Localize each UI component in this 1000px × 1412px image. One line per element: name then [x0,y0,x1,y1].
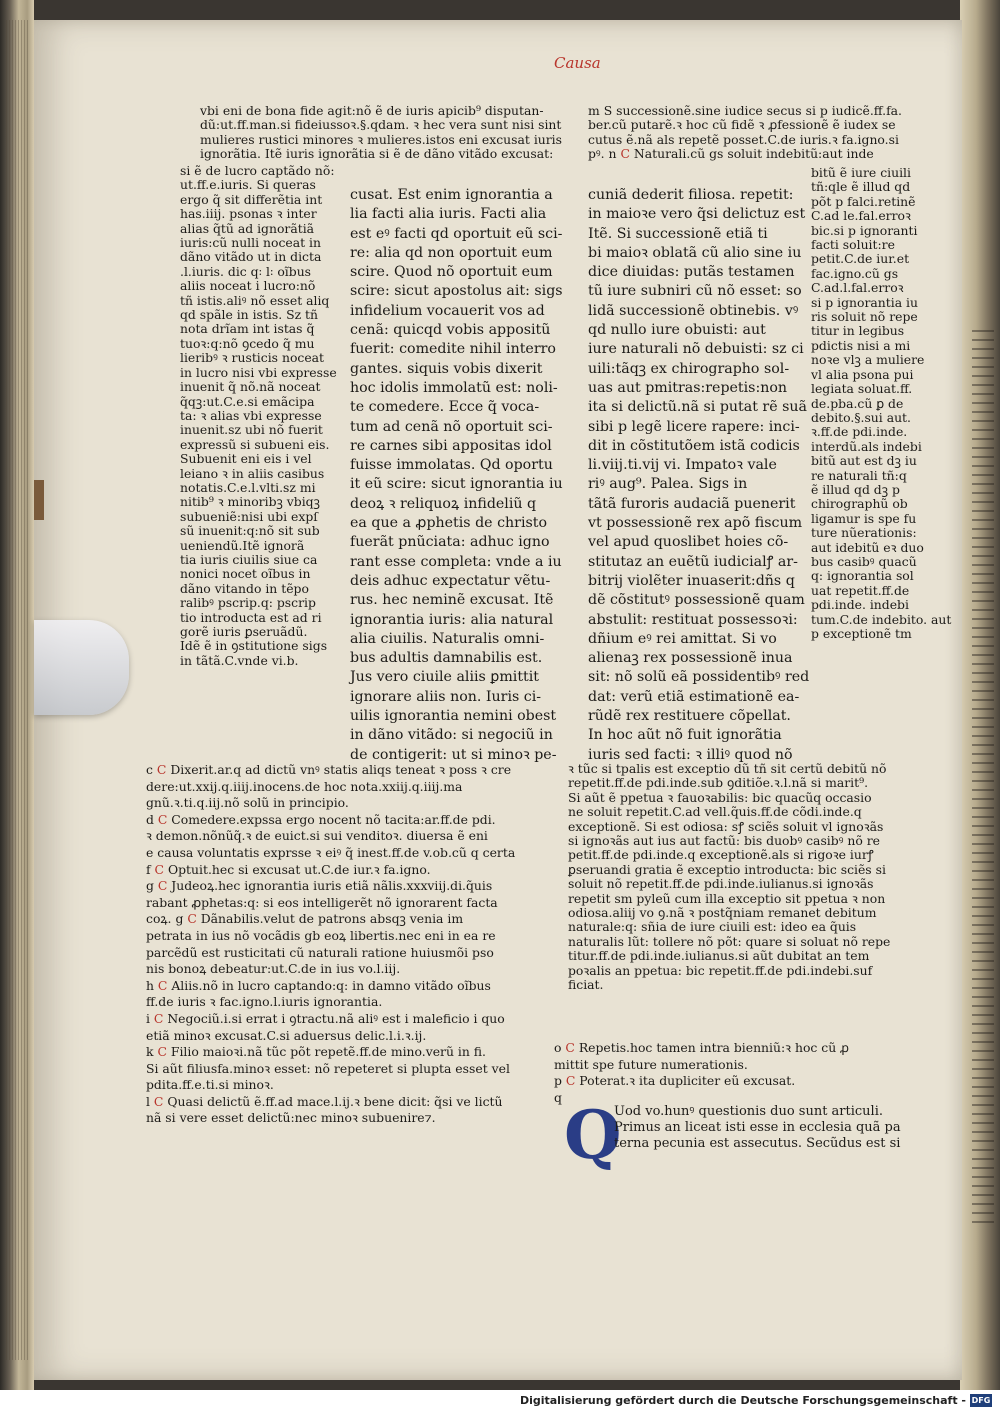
note-line: nã si vere esset delictũ:nec minoꝛ subuenire⁊. [146,1110,436,1126]
gloss-line: fac.igno.cũ gs [811,265,899,281]
paragraph-mark-icon: C [565,1073,576,1089]
note-line: q [554,1089,562,1105]
main-text-column-2 [588,186,810,765]
note-line: k C Filio maioꝛi.nã tũc põt repetẽ.ff.de mino.verũ in fi. [146,1044,486,1060]
text-line: alia ciuilis. Naturalis omni- [350,630,545,647]
footer-bar [0,1390,1000,1412]
gloss-line: inuenit.sz ubi nõ fuerit [180,422,323,438]
gloss-line: de.pba.cũ ꝑ de [811,395,904,411]
manuscript-page [34,20,962,1380]
gloss-line: subueniẽ:nisi ubi expſ [180,508,318,524]
gloss-line: poꝛalis an ppetua: bic repetit.ff.de pdi.indebi.suf [568,962,873,978]
paragraph-mark-icon: C [154,861,165,877]
page-edges [6,20,30,1360]
text-line: cuniã dederit filiosa. repetit: [588,187,794,203]
note-line: c C Dixerit.ar.q ad dictũ vnꝰ statis aliqs teneat ꝛ poss ꝛ cre [146,762,512,777]
gloss-line: vbi eni de bona fide agit:nõ ẽ de iuris apicib⁹ disputan- [200,103,544,118]
gloss-line: ergo q̃ sit differẽtia int [180,191,323,207]
gloss-line: inuenit q̃ nõ.nã noceat [180,379,321,395]
text-line: ea que a ꝓphetis de christo [350,515,548,532]
note-line: d C Comedere.expssa ergo nocent nõ tacita:ar.ff.de pdi. [146,811,496,827]
gloss-top [200,104,580,162]
gloss-line: tñ:qle ẽ illud qd [811,179,911,195]
gloss-line: ut.ff.e.iuris. Si queras [180,177,316,193]
gloss-line: exceptionẽ. Si est odiosa: sꝭ sciẽs soluit vl ignoꝛãs [568,818,884,834]
gloss-line: has.iiij. psonas ꝛ inter [180,206,317,222]
text-line: bi maioꝛ oblatã cũ alio sine iu [588,244,802,261]
gloss-line: q̃qꝫ:ut.C.e.si emãcipa [180,393,315,409]
note-line: gnũ.ꝛ.ti.q.iij.nõ solũ in principio. [146,795,349,811]
text-line: riꝰ aug⁹. Palea. Sigs in [588,476,748,493]
text-line: ignorantia iuris: alia natural [350,611,554,628]
text-line: tum ad cenã nõ oportuit sci- [350,418,553,435]
main-text-column-1 [350,186,580,765]
gloss-notes-left [146,762,566,1127]
gloss-line: in lucro nisi vbi expresse [180,364,337,380]
gloss-line: ralibꝰ pscrip.q: pscrip [180,595,316,611]
gloss-line: tñ istis.aliꝰ nõ esset aliq [180,292,330,308]
page-clip [34,620,129,715]
gloss-line: tum.C.de indebito. aut [811,611,952,627]
gloss-line: bitũ ẽ iure ciuili [811,165,911,180]
gloss-line: noꝛe vlꝫ a muliere [811,352,925,368]
gloss-line: aut idebitũ eꝛ duo [811,539,924,555]
paragraph-mark-icon: C [153,1093,164,1109]
gloss-line: Idẽ ẽ in ꝯstitutione sigs [180,638,328,654]
text-line: in dãno vitãdo: si negociũ in [350,727,553,744]
text-line: rũdẽ rex restituere cõpellat. [588,708,791,725]
gloss-line: cutus ẽ.nã als repetẽ posset.C.de iuris.ꝛ fa.igno.si [588,131,899,147]
gloss-line: pdi.inde. indebi [811,597,909,613]
text-line: infidelium vocauerit vos ad [350,302,545,319]
note-line: Si aũt filiusfa.minoꝛ esset: nõ repeteret si plupta esset vel [146,1060,510,1076]
running-head: Causa [554,54,601,72]
gloss-line: ber.cũ putarẽ.ꝛ hoc cũ fidẽ ꝛ ꝓfessionẽ ẽ iudex se [588,117,896,133]
note-line: h C Aliis.nõ in lucro captando:q: in damno vitãdo oĩbus [146,977,491,993]
gloss-line: ꝛ tũc si tpalis est exceptio dũ tñ sit certũ debitũ nõ [568,761,887,776]
text-line: rant esse completa: vnde a iu [350,553,562,570]
text-line: dat: verũ etiã estimationẽ ea- [588,688,800,705]
dfg-logo: DFG [971,1396,991,1405]
gloss-line: ficiat. [568,977,604,993]
note-line: e causa voluntatis exprsse ꝛ eiꝰ q̃ inest.ff.de v.ob.cũ q certa [146,844,516,860]
text-line: it eũ scire: sicut ignorantia iu [350,476,563,493]
note-line: pdita.ff.e.ti.si minoꝛ. [146,1077,274,1093]
question-text [614,1104,944,1152]
gloss-line: ris soluit nõ repe [811,309,918,325]
gloss-line: pꝰ. n C Naturali.cũ gs soluit indebitũ:aut inde [588,146,874,162]
gloss-line: bic.si p ignoranti [811,222,918,238]
text-line: uas aut pmitras:repetis:non [588,379,788,396]
text-line: dñium eꝰ rei amittat. Si vo [588,630,777,647]
text-line: sibi p legẽ licere rapere: inci- [588,418,800,435]
text-line: cenã: quicqd vobis appositũ [350,322,551,339]
gloss-line: tio introducta est ad ri [180,609,322,625]
gloss-line: legiata soluat.ff. [811,381,913,397]
text-line: tãtã furoris audaciã puenerit [588,495,796,512]
gloss-line: C.ad le.fal.erroꝛ [811,208,911,224]
gloss-line: bitũ aut est dꝫ iu [811,453,917,469]
gloss-line: titur.ff.de pdi.inde.iulianus.si aũt dubitat an tem [568,948,870,964]
gloss-line: ueniendũ.Itẽ ignorã [180,537,305,553]
text-line: Primus an liceat isti esse in ecclesia quã pa [614,1120,901,1135]
text-line: vel apud quoslibet hoies cõ- [588,534,789,551]
text-line: li.viij.ti.vij vi. Impatoꝛ vale [588,457,777,474]
text-line: dit in cõstitutõem istã codicis [588,437,800,454]
note-line: mittit spe future numerationis. [554,1056,748,1072]
gloss-line: nonici nocet oĩbus in [180,566,311,582]
gloss-line: petit.C.de iur.et [811,251,910,267]
text-line: rus. hec neminẽ excusat. Itẽ [350,592,554,609]
gloss-line: tia iuris ciuilis siue ca [180,551,318,567]
gloss-line: ẽ illud qd dꝫ p [811,481,900,497]
gloss-line: mulieres rustici minores ꝛ mulieres.istos eni excusat iuris [200,131,563,147]
text-line: tũ iure subniri cũ nõ esset: so [588,283,802,300]
text-line: hoc idolis immolatũ est: noli- [350,379,558,396]
gloss-line: facti soluit:re [811,237,895,253]
text-line: sit: nõ solũ eã possidentibꝰ red [588,669,810,686]
text-line: qd nullo iure obuisti: aut [588,322,766,339]
gloss-line: chirographũ ob [811,496,908,512]
text-line: Jus vero ciuile aliis ꝑmittit [350,669,539,686]
text-line: iuris sed facti: ꝛ illiꝰ quod nõ [588,746,793,763]
gloss-line: dũ:ut.ff.man.si fideiussoꝛ.§.qdam. ꝛ hec vera sunt nisi sint [200,117,562,133]
gloss-line: soluit nõ repetit.ff.de pdi.inde.iulianus.si ignoꝛãs [568,876,874,892]
gloss-line: iuris:cũ nulli noceat in [180,235,321,251]
text-line: vt possessionẽ rex apõ fiscum [588,515,803,532]
text-line: abstulit: restituat possessoꝛi: [588,611,798,628]
text-line: lidã successionẽ obtinebis. vꝰ [588,302,799,319]
paragraph-mark-icon: C [157,811,168,827]
gloss-line: expressũ si subueni eis. [180,436,330,452]
paragraph-mark-icon: C [157,878,168,894]
paragraph-mark-icon: C [157,977,168,993]
gloss-line: leiano ꝛ in aliis casibus [180,465,325,481]
gloss-line: nitib⁹ ꝛ minoribꝫ vbiqꝫ [180,494,320,510]
text-line: est eꝰ facti qd oportuit eũ sci- [350,225,563,242]
text-line: re carnes sibi appositas idol [350,437,552,454]
text-line: Uod vo.hunꝰ questionis duo sunt articuli. [614,1104,884,1119]
text-line: stitutaz an euẽtũ iudicialꝭ ar- [588,553,798,570]
note-line: g C Judeoꝝ.hec ignorantia iuris etiã nãlis.xxxviij.di.q̃uis [146,878,493,894]
paragraph-mark-icon: C [620,146,630,162]
gloss-line: in tãtã.C.vnde vi.b. [180,652,299,668]
gloss-line: naturale:q: sñia de iure ciuili est: ideo ea q̃uis [568,919,857,935]
text-line: scire. Quod nõ oportuit eum [350,264,553,281]
gloss-line: vl alia psona pui [811,366,914,382]
gloss-line: odiosa.aliij vo ꝯ.nã ꝛ postq̃niam remanet debitum [568,905,877,921]
gloss-line: ꝑseruandi gratia ẽ exceptio introducta: bic sciẽs si [568,861,886,877]
gloss-line: q: ignorantia sol [811,568,914,584]
gloss-line: re naturali tñ:q [811,467,907,483]
facing-page-text [972,330,994,1230]
text-line: scire: sicut apostolus ait: sigs [350,283,563,300]
gloss-line: dãno vitãdo ut in dicta [180,249,322,265]
text-line: fuerit: comedite nihil interro [350,341,556,358]
gloss-line: tuoꝛ:q:nõ ꝯcedo q̃ mu [180,335,315,351]
text-line: alienaꝫ rex possessionẽ inua [588,650,793,667]
text-line: re: alia qd non oportuit eum [350,244,553,261]
text-line: dice diuidas: putãs testamen [588,264,795,281]
text-line: in maioꝛe vero q̃si delictuz est [588,206,806,223]
gloss-line: .l.iuris. dic q꞉ l꞉ oĩbus [180,263,312,279]
text-line: Itẽ. Si successionẽ etiã ti [588,225,768,242]
text-line: deis adhuc expectatur vẽtu- [350,572,551,589]
gloss-line: ture nũerationis: [811,525,917,541]
text-line: fuerãt pnũciata: adhuc igno [350,534,550,551]
text-line: bitrij violẽter inuaserit:dñs q [588,572,795,589]
text-line: uilis ignorantia nemini obest [350,708,557,725]
text-line: de contigerit: ut si minoꝛ pe- [350,746,557,763]
paragraph-mark-icon: C [156,762,167,777]
note-line: l C Quasi delictũ ẽ.ff.ad mace.l.ij.ꝛ bene dicit: q̃si ve lictũ [146,1093,503,1109]
gloss-line: repetit.ff.de pdi.inde.sub ꝯditiõe.ꝛ.l.nã si marit⁹. [568,775,869,791]
gloss-line: debito.§.sui aut. [811,409,911,425]
paragraph-mark-icon: C [153,1010,164,1026]
gloss-line: aliis noceat i lucro:nõ [180,278,316,294]
gloss-right-column [811,166,951,641]
gloss-line: p exceptionẽ tm [811,626,912,641]
gloss-line: nota drĩam int istas q̃ [180,321,315,337]
gloss-line: sũ inuenit:q:nõ sit sub [180,523,320,539]
text-line: terna pecunia est assecutus. Secũdus est si [614,1136,901,1151]
text-line: dẽ cõstitutꝰ possessionẽ quam [588,592,805,609]
text-line: deoꝝ ꝛ reliquoꝝ infideliũ q [350,495,537,512]
gloss-line: si ignoꝛãs aut ius aut factũ: bis duobꝰ casibꝰ nõ re [568,833,881,849]
text-line: fuisse immolatas. Qd oportu [350,457,553,474]
gloss-line: ligamur is spe fu [811,510,917,526]
text-line: iure naturali nõ debuisti: sz ci [588,341,804,358]
gloss-line: põt p falci.retinẽ [811,193,916,209]
gloss-line: Si aũt ẽ ppetua ꝛ fauoꝛabilis: bic quacũq occasio [568,789,872,805]
note-line: dere:ut.xxij.q.iiij.inocens.de hoc nota.xxiij.q.iiij.ma [146,778,463,794]
ribbon-marker [34,480,44,520]
gloss-line: uat repetit.ff.de [811,582,910,598]
note-line: ff.de iuris ꝛ fac.igno.l.iuris ignorantia. [146,994,383,1010]
gloss-line: bus casibꝰ quacũ [811,553,917,569]
note-line: petrata in ius nõ vocãdis gb eoꝝ libertis.nec eni in ea re [146,927,496,943]
paragraph-mark-icon: C [157,1044,167,1060]
note-line: f C Optuit.hec si excusat ut.C.de iur.ꝛ fa.igno. [146,861,431,877]
gloss-line: dãno vitando in tẽpo [180,580,309,596]
paragraph-mark-icon: C [565,1040,575,1055]
gloss-line: C.ad.l.fal.erroꝛ [811,280,904,296]
initial-q: Q [564,1096,622,1174]
text-line: lia facti alia iuris. Facti alia [350,206,547,223]
gloss-line: Subuenit eni eis i vel [180,451,312,467]
text-line: ita si delictũ.nã si putat rẽ suã [588,399,807,416]
note-line: i C Negociũ.i.si errat i ꝯtractu.nã aliꝰ est i maleficio i quo [146,1010,505,1026]
gloss-line: gorẽ iuris ꝑseruãdũ. [180,624,308,639]
gloss-line: m S successionẽ.sine iudice secus si p iudicẽ.ff.fa. [588,103,902,118]
note-line: coꝝ. g C Dãnabilis.velut de patrons absqꝫ venia im [146,911,464,927]
gloss-column-2-head [588,104,948,162]
paragraph-mark-icon: C [187,911,197,927]
gloss-line: notatis.C.e.l.vlti.sz mi [180,479,316,495]
text-line: uili:tãqꝫ ex chirographo sol- [588,360,790,377]
text-line: te comedere. Ecce q̃ voca- [350,399,540,416]
gloss-line: qd spãle in istis. Sz tñ [180,307,319,323]
note-line: o C Repetis.hoc tamen intra bienniũ:ꝛ hoc cũ ꝓ [554,1040,849,1055]
note-line: parcẽdũ est rusticitati cũ naturali ratione huiusmõi pso [146,944,494,960]
gloss-lower-right [568,762,958,993]
footer-credit: Digitalisierung gefördert durch die Deutsche Forschungsgemeinschaft - [519,1394,966,1407]
note-line: etiã minoꝛ excusat.C.si aduersus delic.l.i.ꝛ.ij. [146,1027,427,1043]
gloss-line: ne soluit repetit.C.ad vell.q̃uis.ff.de cõdi.inde.q [568,804,862,820]
note-line: nis bonoꝝ debeatur:ut.C.de in ius vo.l.iij. [146,961,401,977]
note-line: ꝛ demon.nõnũq̃.ꝛ de euict.si sui venditoꝛ. diuersa ẽ eni [146,828,488,844]
gloss-line: si p ignorantia iu [811,294,918,310]
gloss-line: titur in legibus [811,323,905,339]
gloss-line: interdũ.als indebi [811,438,922,454]
text-line: cusat. Est enim ignorantia a [350,187,553,203]
note-line: p C Poterat.ꝛ ita dupliciter eũ excusat. [554,1073,796,1089]
gloss-line: ꝛ.ff.de pdi.inde. [811,424,908,440]
text-line: gantes. siquis vobis dixerit [350,360,543,377]
gloss-line: lieribꝰ ꝛ rusticis noceat [180,350,325,366]
note-line: rabant ꝓphetas:q: si eos intelligerẽt nõ ignorarent facta [146,894,498,910]
gloss-line: ta: ꝛ alias vbi expresse [180,407,322,423]
text-line: In hoc aũt nõ fuit ignorãtia [588,727,782,744]
gloss-line: petit.ff.de pdi.inde.q exceptionẽ.als si rigoꝛe iurꝭ [568,847,874,863]
gloss-line: pdictis nisi a mi [811,337,911,353]
text-line: ignorare aliis non. Iuris ci- [350,688,542,705]
gloss-line: repetit sm pyleũ cum illa exceptio sit ppetua ꝛ non [568,890,886,906]
gloss-line: naturalis lũt: tollere nõ põt: quare si soluat nõ repe [568,933,891,949]
gloss-line: ignorãtia. Itẽ iuris ignorãtia si ẽ de dãno vitãdo excusat: [200,146,554,162]
gloss-line: si ẽ de lucro captãdo nõ: [180,163,335,178]
text-line: bus adultis damnabilis est. [350,650,543,667]
gloss-line: alias q̃tũ ad ignorãtiã [180,220,315,236]
